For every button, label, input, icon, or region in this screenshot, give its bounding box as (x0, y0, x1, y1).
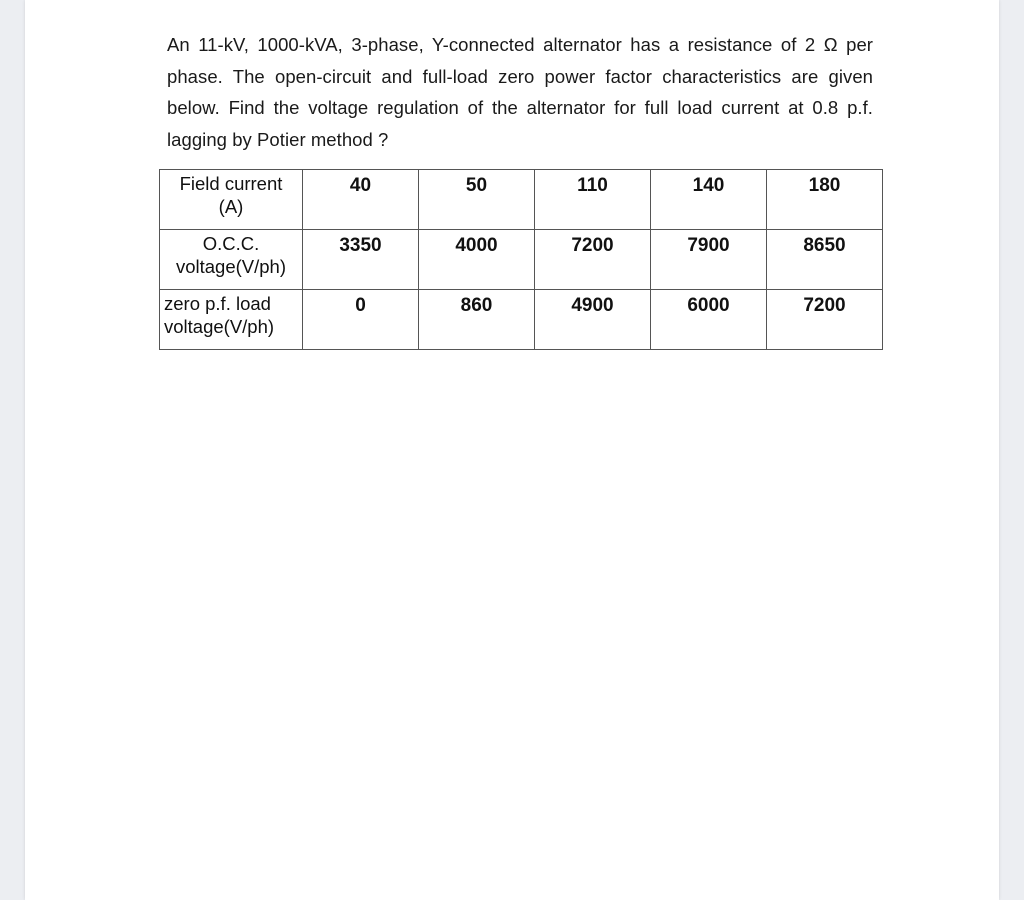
table-cell: 4000 (419, 230, 535, 290)
table-cell: 140 (651, 170, 767, 230)
row-label-occ-voltage (160, 230, 303, 290)
document-page (25, 0, 999, 900)
table-cell: 180 (767, 170, 883, 230)
problem-statement: An 11-kV, 1000-kVA, 3-phase, Y-connected alternator has a resistance of 2 Ω per phase. The open-circuit and full-load zero power factor characteristics are given below. Find the voltage regulation of the alternator for full load current at 0.8 p.f. lagging by Potier method ? (167, 34, 873, 150)
table-cell: 110 (535, 170, 651, 230)
row-label-line: O.C.C. (202, 233, 260, 254)
row-label-line: voltage(V/ph) (175, 256, 287, 277)
table-cell: 860 (419, 290, 535, 350)
row-label-field-current (160, 170, 303, 230)
table-cell: 6000 (651, 290, 767, 350)
table-row (160, 170, 883, 230)
characteristics-table (159, 169, 883, 350)
row-label-line: (A) (218, 196, 244, 217)
row-label-line: zero p.f. load (164, 293, 271, 314)
table-cell: 0 (303, 290, 419, 350)
table-cell: 3350 (303, 230, 419, 290)
table-cell: 7200 (535, 230, 651, 290)
table-cell: 7900 (651, 230, 767, 290)
row-label-zpf-voltage (160, 290, 303, 350)
table-cell: 4900 (535, 290, 651, 350)
row-label-line: voltage(V/ph) (164, 316, 275, 337)
row-label-line: Field current (179, 173, 283, 194)
table-row (160, 230, 883, 290)
table-cell: 40 (303, 170, 419, 230)
table-cell: 50 (419, 170, 535, 230)
table-cell: 8650 (767, 230, 883, 290)
table-cell: 7200 (767, 290, 883, 350)
table-row (160, 290, 883, 350)
